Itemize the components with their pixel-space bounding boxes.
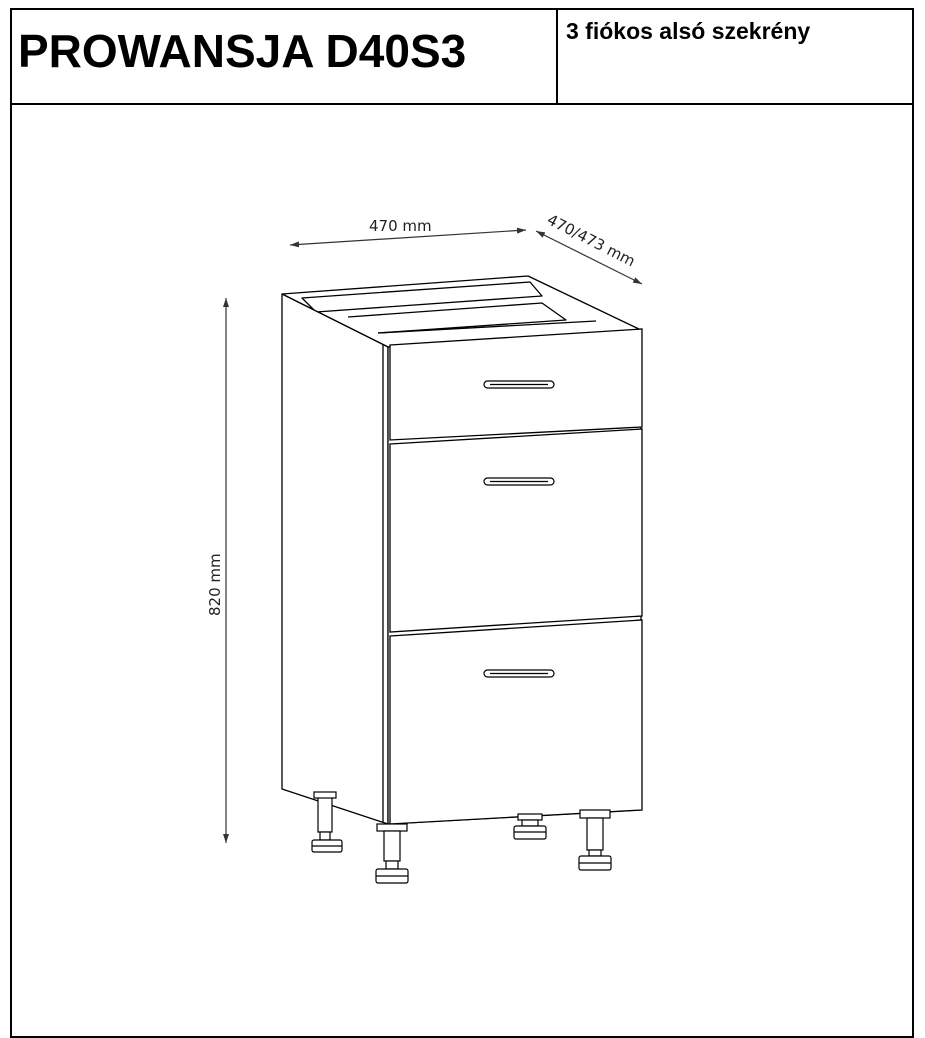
leg-front-right-thread — [589, 850, 601, 856]
leg-front-right-tube — [587, 818, 603, 850]
leg-back-right-thread — [522, 820, 538, 826]
product-title: PROWANSJA D40S3 — [18, 25, 467, 77]
handle-middle — [484, 478, 554, 485]
drawer-bottom — [390, 620, 642, 824]
height-dimension-label: 820 mm — [206, 553, 224, 616]
depth-dimension — [536, 211, 642, 284]
handle-top — [484, 381, 554, 388]
handle-bottom — [484, 670, 554, 677]
leg-front-left — [376, 824, 408, 883]
width-dimension — [290, 217, 526, 245]
leg-front-right — [579, 810, 611, 870]
depth-dimension-label: 470/473 mm — [544, 210, 639, 271]
leg-back-right — [514, 814, 546, 839]
leg-front-left-thread — [386, 861, 398, 869]
leg-front-left-tube — [384, 831, 400, 861]
drawer-middle — [390, 429, 642, 632]
left-side-panel — [282, 294, 388, 824]
width-dimension-label: 470 mm — [369, 217, 432, 235]
product-subtitle: 3 fiókos alsó szekrény — [566, 18, 811, 44]
leg-back-right-collar — [518, 814, 542, 820]
height-dimension — [206, 298, 226, 843]
leg-back-left-thread — [320, 832, 330, 840]
leg-front-left-collar — [377, 824, 407, 831]
leg-front-right-collar — [580, 810, 610, 818]
drawers — [390, 329, 642, 824]
leg-back-left-collar — [314, 792, 336, 798]
leg-back-left-tube — [318, 796, 332, 832]
